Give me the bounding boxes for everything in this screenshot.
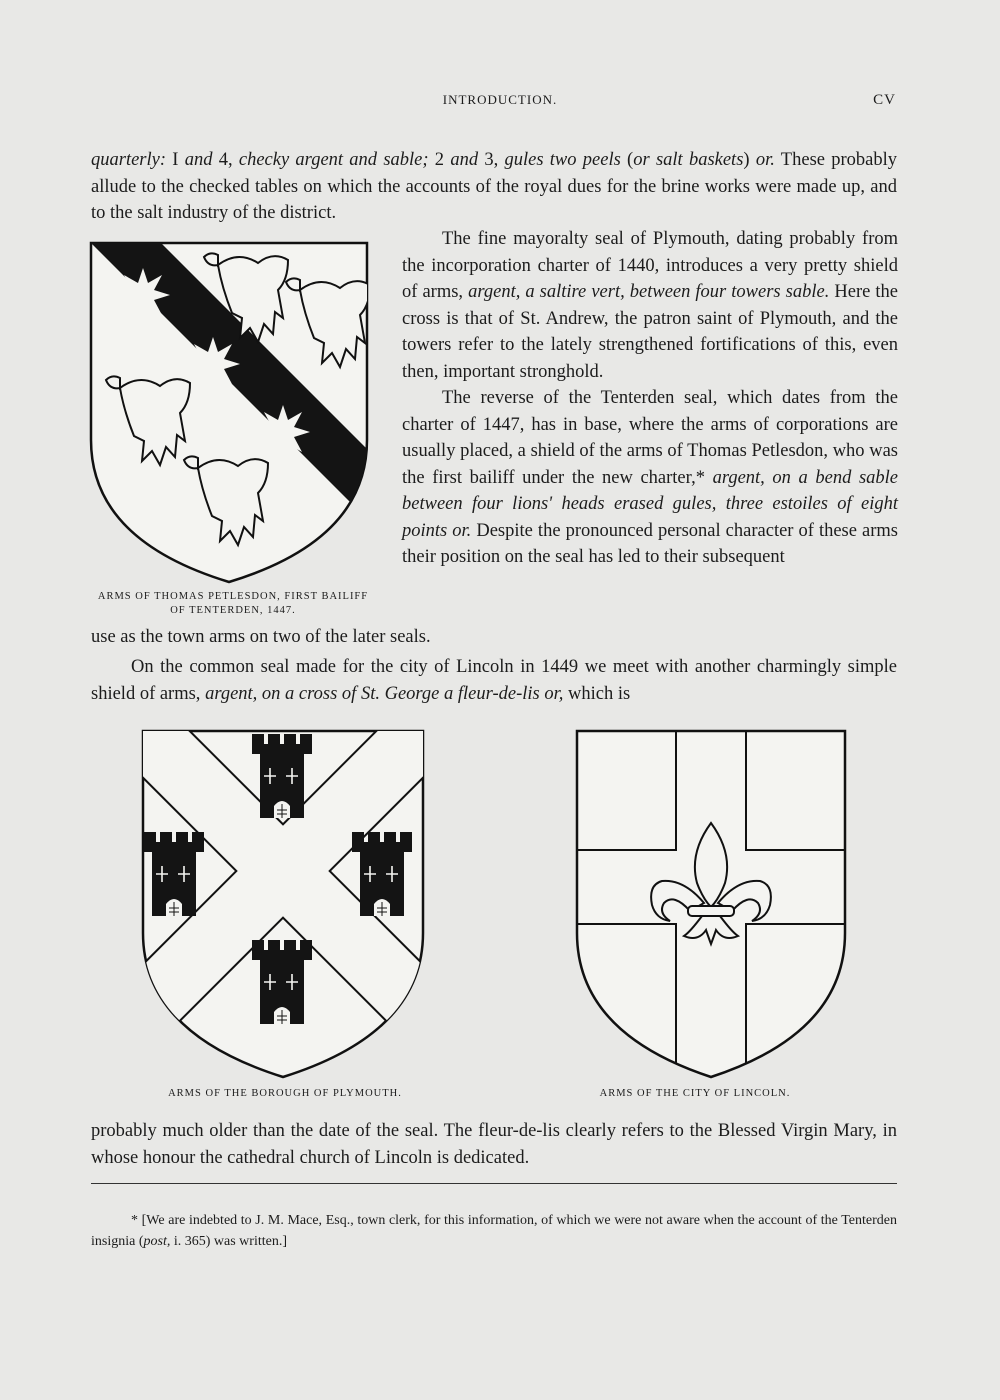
running-title: INTRODUCTION. xyxy=(442,92,558,107)
text-run: The fine mayoralty seal of Plymouth, dating probably from the incorporation charter of 1440, introduces a very pretty shield of arms, xyxy=(402,229,898,302)
text-run: 2 xyxy=(428,150,451,170)
text-run: I xyxy=(166,150,185,170)
petlesdon-shield-icon xyxy=(88,240,370,585)
blazon-text: checky argent and sable; xyxy=(238,150,429,170)
blazon-text: argent, on a bend sable between four lions' heads erased gules, three estoiles of eight points or. xyxy=(402,467,898,541)
text-run: ) xyxy=(743,150,756,170)
text-run: 4, xyxy=(212,150,239,170)
plymouth-shield-icon xyxy=(140,728,426,1080)
text-run: The reverse of the Tenterden seal, which dates from the charter of 1447, has in base, where the arms of corporations are usually placed, a shield of the arms of Thomas Petlesdon, who was the first bailiff under the new charter,* xyxy=(402,388,898,488)
paragraph-salt-arms xyxy=(91,147,897,227)
text-run: * [We are indebted to J. M. Mace, Esq., town clerk, for this information, of which we were not aware when the account of the Tenterden insignia ( xyxy=(91,1213,897,1249)
footnote xyxy=(91,1210,897,1252)
paragraph-tenterden-continued: use as the town arms on two of the later seals. xyxy=(91,627,431,647)
paragraph-plymouth xyxy=(402,226,898,385)
paragraph-fleur-de-lis: probably much older than the date of the seal. The fleur-de-lis clearly refers to the Blessed Virgin Mary, in whose honour the cathedral church of Lincoln is dedicated. xyxy=(91,1121,897,1168)
text-run: Here the cross is that of St. Andrew, the patron saint of Plymouth, and the towers refer to the lately strengthened fortifications of this, even then, important stronghold. xyxy=(402,282,898,382)
lincoln-shield-icon xyxy=(574,728,848,1080)
blazon-text: argent, a saltire vert, between four towers sable. xyxy=(468,282,830,302)
caption-line: OF TENTERDEN, 1447. xyxy=(170,605,296,616)
text-run: 3, xyxy=(478,150,505,170)
right-column-text xyxy=(402,226,898,571)
page-number: CV xyxy=(873,92,896,108)
footnote-italic: post, xyxy=(143,1234,171,1249)
paragraph-tenterden xyxy=(402,385,898,571)
blazon-text: and xyxy=(450,150,479,170)
blazon-text: and xyxy=(184,150,213,170)
text-run: which is xyxy=(563,683,631,704)
caption-plymouth: ARMS OF THE BOROUGH OF PLYMOUTH. xyxy=(168,1088,402,1099)
blazon-text: quarterly: xyxy=(91,150,167,170)
text-run: These probably allude to the checked tables on which the accounts of the royal dues for the brine works were made up, and to the salt industry of the district. xyxy=(91,150,898,223)
text-run: i. 365) was written.] xyxy=(170,1234,287,1249)
blazon-text: gules two peels xyxy=(504,150,621,170)
blazon-text: or salt baskets xyxy=(633,150,744,170)
text-run: ( xyxy=(620,150,634,170)
text-run: On the common seal made for the city of Lincoln in 1449 we meet with another charmingly simple shield of arms, xyxy=(91,657,897,704)
blazon-text: or. xyxy=(755,150,775,170)
paragraph-lincoln xyxy=(91,654,897,707)
footnote-rule xyxy=(91,1183,897,1184)
caption-line: ARMS OF THOMAS PETLESDON, FIRST BAILIFF xyxy=(97,591,369,602)
blazon-text: argent, on a cross of St. George a fleur-de-lis or, xyxy=(205,683,564,704)
caption-lincoln: ARMS OF THE CITY OF LINCOLN. xyxy=(599,1088,791,1099)
text-run: Despite the pronounced personal character of these arms their position on the seal has led to their subsequent xyxy=(402,520,898,567)
caption-petlesdon xyxy=(88,590,378,618)
